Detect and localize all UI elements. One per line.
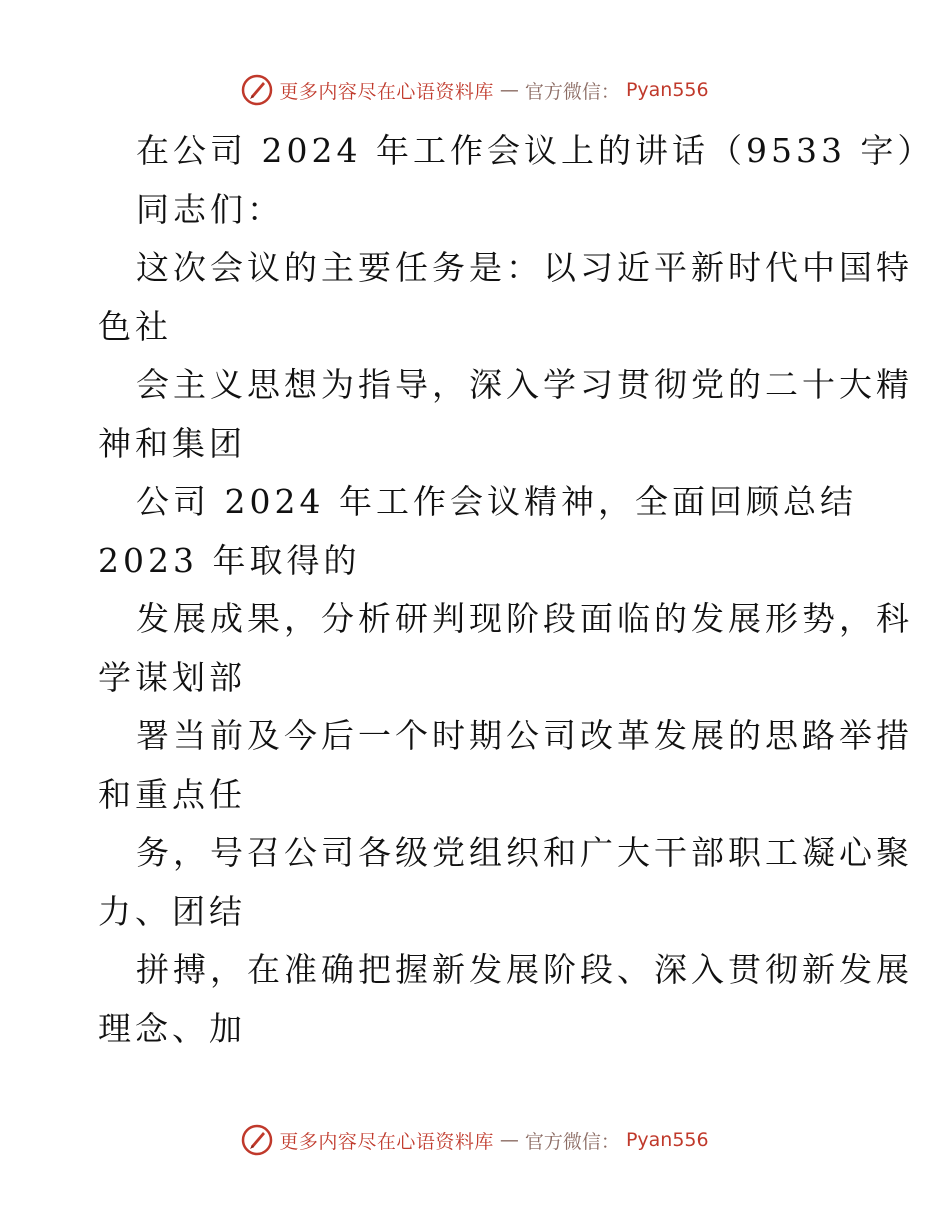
paragraph-line: 力、团结: [98, 891, 246, 931]
paragraph-line: 务，号召公司各级党组织和广大干部职工凝心聚: [136, 833, 913, 872]
banner-wechat-id: Pyan556: [625, 1129, 709, 1151]
document-title: 在公司 2024 年工作会议上的讲话（9533 字）: [136, 131, 935, 170]
paragraph-line: 学谋划部: [98, 657, 246, 697]
paragraph-line: 神和集团: [98, 423, 246, 463]
paragraph-line: 和重点任: [98, 774, 246, 814]
banner-wechat-label: 官方微信：: [524, 1130, 620, 1153]
paragraph-line: 理念、加: [98, 1008, 246, 1048]
paragraph-line: 2023 年取得的: [98, 540, 361, 580]
document-body: [98, 122, 935, 1058]
paragraph-line: 会主义思想为指导，深入学习贯彻党的二十大精: [136, 365, 913, 404]
footer-banner: [0, 1120, 950, 1160]
salutation: 同志们：: [136, 189, 284, 229]
paragraph-line: 色社: [98, 306, 172, 346]
quill-logo-icon: [241, 74, 273, 106]
banner-separator: —: [499, 79, 519, 101]
paragraph-line: 这次会议的主要任务是：以习近平新时代中国特: [136, 248, 913, 287]
paragraph-line: 发展成果，分析研判现阶段面临的发展形势，科: [136, 599, 913, 638]
banner-wechat-label: 官方微信：: [524, 80, 620, 103]
banner-wechat-id: Pyan556: [625, 79, 709, 101]
paragraph-line: 署当前及今后一个时期公司改革发展的思路举措: [136, 716, 913, 755]
paragraph-line: 公司 2024 年工作会议精神，全面回顾总结: [136, 482, 857, 521]
banner-slogan: 更多内容尽在心语资料库: [279, 1130, 494, 1153]
quill-logo-icon: [241, 1124, 273, 1156]
paragraph-line: 拼搏，在准确把握新发展阶段、深入贯彻新发展: [136, 950, 913, 989]
banner-separator: —: [499, 1129, 519, 1151]
banner-slogan: 更多内容尽在心语资料库: [279, 80, 494, 103]
header-banner: [0, 70, 950, 110]
